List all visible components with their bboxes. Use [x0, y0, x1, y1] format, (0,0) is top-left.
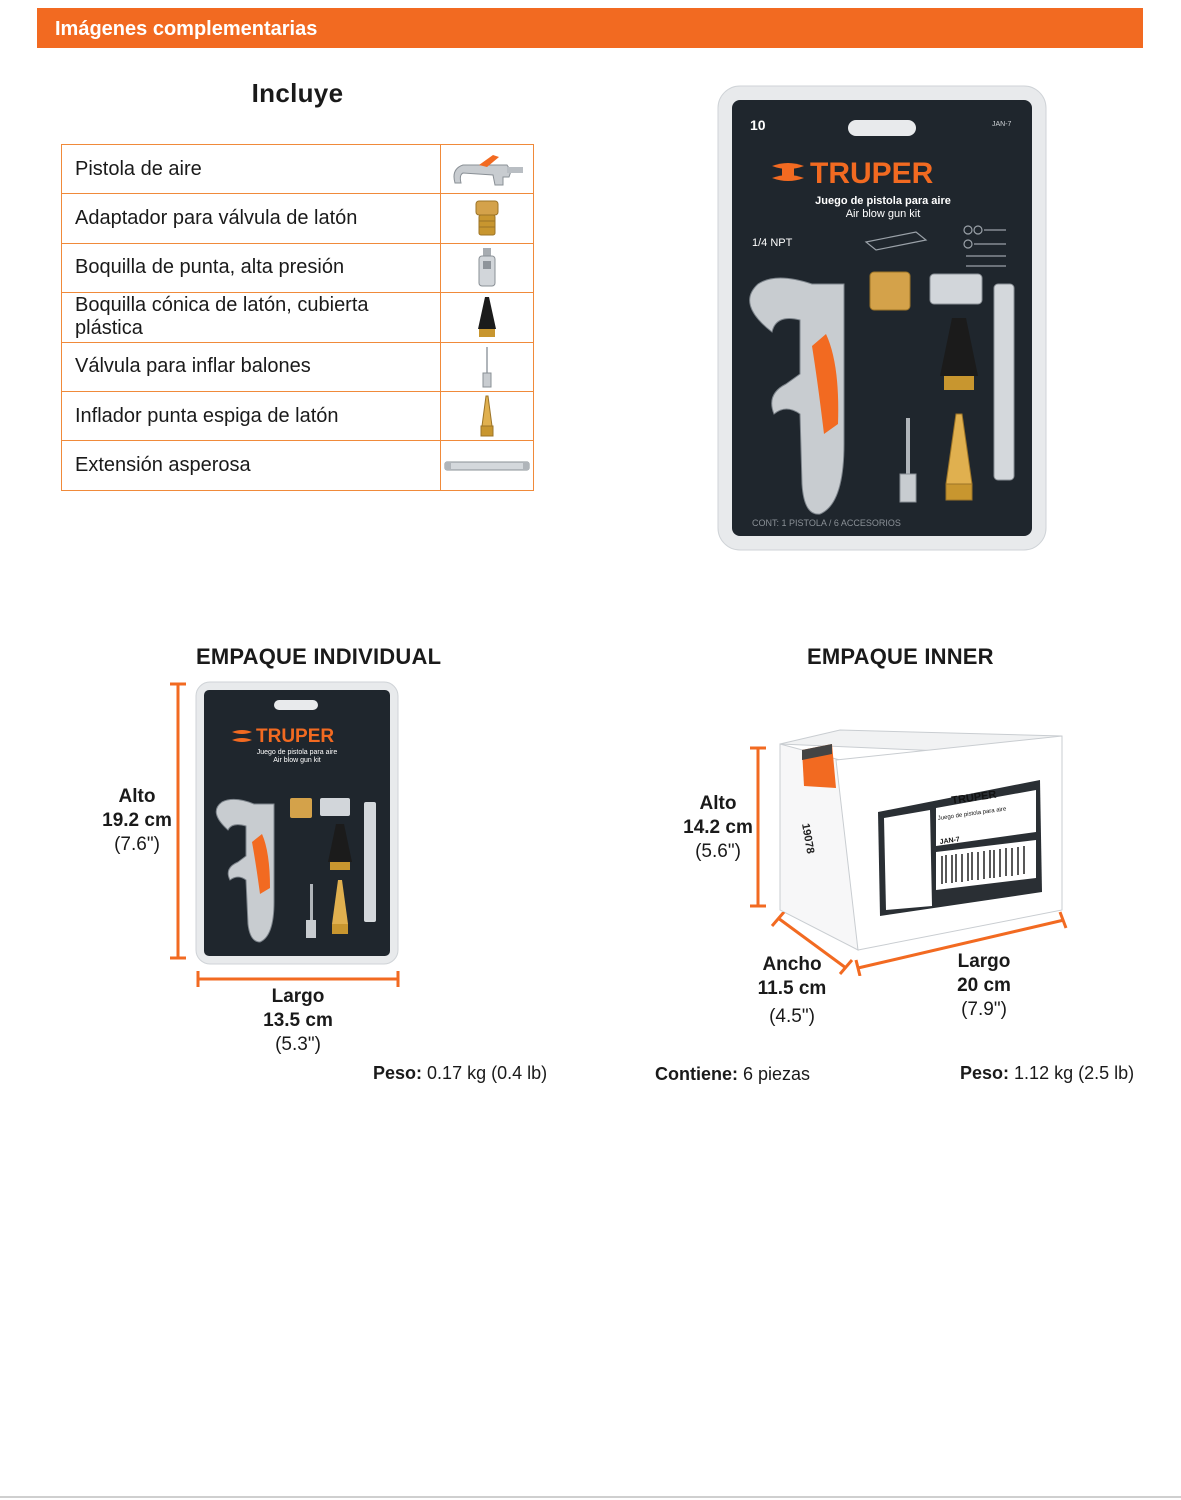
warranty-badge: 10 [750, 117, 766, 133]
item-label: Válvula para inflar balones [62, 342, 441, 391]
individual-height-label [92, 785, 182, 857]
inner-contains [655, 1064, 810, 1085]
height-in: (7.6") [114, 834, 160, 855]
high-pressure-nozzle-icon [930, 274, 982, 304]
table-row [62, 145, 534, 194]
weight-key: Peso: [373, 1063, 423, 1083]
included-items-table [61, 144, 534, 491]
brass-tip-icon [441, 391, 534, 440]
table-row [62, 441, 534, 490]
individual-length-label [248, 985, 348, 1057]
product-name-es: Juego de pistola para aire [815, 195, 951, 207]
width-cm: 11.5 cm [757, 978, 827, 999]
brand-logo-text: TRUPER [810, 157, 934, 190]
box-description: Juego de pistola para aire [937, 806, 1007, 822]
item-label: Boquilla cónica de latón, cubierta plástica [62, 293, 441, 342]
length-in: (5.3") [275, 1034, 321, 1055]
table-row [62, 243, 534, 292]
height-title: Alto [118, 786, 156, 807]
individual-package-image [194, 680, 400, 966]
extension-tube-icon [994, 284, 1014, 480]
incluye-title: Incluye [251, 78, 344, 108]
length-cm: 13.5 cm [263, 1010, 333, 1031]
table-row [62, 293, 534, 342]
height-title: Alto [699, 793, 737, 814]
extension-tube-icon [441, 441, 534, 490]
length-title: Largo [957, 951, 1011, 972]
product-name-en: Air blow gun kit [273, 757, 321, 764]
hang-hole [848, 120, 916, 136]
brand-logo-text: TRUPER [256, 726, 335, 747]
weight-key: Peso: [960, 1063, 1010, 1083]
height-in: (5.6") [695, 841, 741, 862]
box-brand-text: TRUPER [950, 788, 998, 807]
contents-note: CONT: 1 PISTOLA / 6 ACCESORIOS [752, 518, 901, 528]
brass-adapter-icon [870, 272, 910, 310]
page-bottom-divider [0, 1496, 1181, 1498]
item-label: Pistola de aire [62, 145, 441, 194]
high-pressure-nozzle-icon [441, 243, 534, 292]
length-cm: 20 cm [957, 975, 1011, 996]
box-model: JAN-7 [939, 836, 961, 846]
inner-height-label [672, 792, 764, 864]
contains-value: 6 piezas [743, 1064, 811, 1084]
item-label: Boquilla de punta, alta presión [62, 243, 441, 292]
section-header-title: Imágenes complementarias [55, 18, 318, 40]
contains-key: Contiene: [655, 1064, 738, 1084]
length-in: (7.9") [961, 999, 1007, 1020]
box-code: 19078 [886, 891, 925, 911]
thread-size: 1/4 NPT [752, 237, 793, 249]
conical-nozzle-icon [441, 293, 534, 342]
width-title: Ancho [762, 954, 822, 975]
inner-width-label [746, 953, 838, 1029]
weight-value: 1.12 kg (2.5 lb) [1014, 1063, 1135, 1083]
inner-length-label [938, 950, 1030, 1022]
product-name-en: Air blow gun kit [845, 208, 921, 220]
height-cm: 19.2 cm [102, 810, 172, 831]
weight-value: 0.17 kg (0.4 lb) [427, 1063, 548, 1083]
section-header [37, 8, 1143, 48]
brass-adapter-icon [441, 194, 534, 243]
product-name-es: Juego de pistola para aire [256, 749, 338, 756]
height-cm: 14.2 cm [683, 817, 753, 838]
inner-weight [960, 1063, 1134, 1084]
individual-weight [373, 1063, 547, 1084]
product-package-image [716, 84, 1048, 552]
table-row [62, 342, 534, 391]
item-label: Extensión asperosa [62, 441, 441, 490]
length-title: Largo [271, 986, 325, 1007]
table-row [62, 194, 534, 243]
table-row [62, 391, 534, 440]
individual-package-title: EMPAQUE INDIVIDUAL [196, 644, 442, 669]
width-in: (4.5") [769, 1006, 815, 1027]
item-label: Inflador punta espiga de latón [62, 391, 441, 440]
ball-needle-icon [441, 342, 534, 391]
model-code: JAN-7 [992, 121, 1012, 128]
air-gun-icon [441, 145, 534, 194]
item-label: Adaptador para válvula de latón [62, 194, 441, 243]
inner-package-title: EMPAQUE INNER [807, 644, 994, 669]
box-side-code: 19078 [799, 822, 817, 855]
ball-needle-icon [906, 418, 910, 474]
